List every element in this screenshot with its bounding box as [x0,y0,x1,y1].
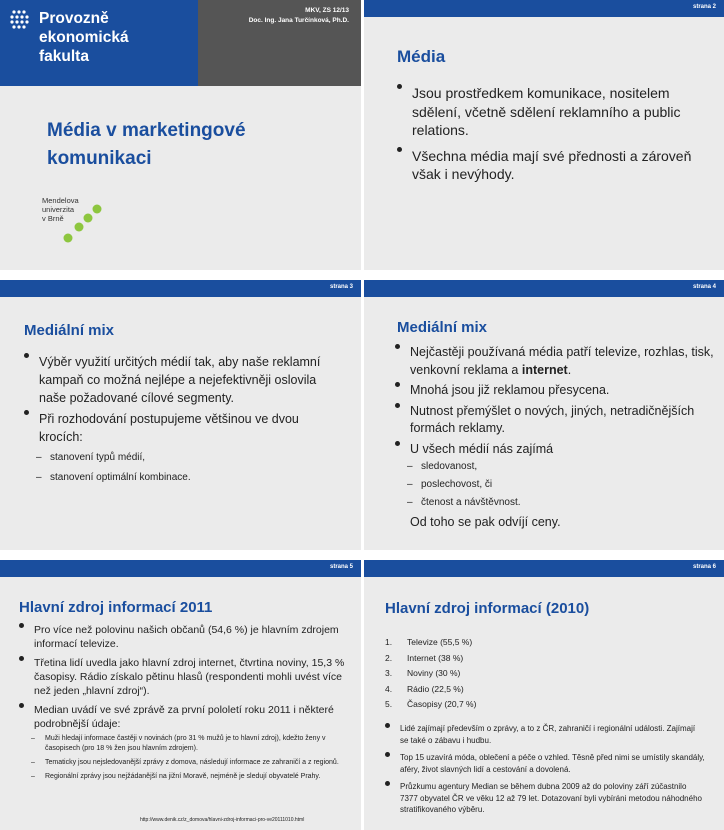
slide-title [0,0,361,270]
page-number: strana 5 [329,564,353,570]
slide-title: Mediální mix [24,322,115,339]
bullet-list [385,723,705,816]
presentation-title-line: komunikaci [47,148,152,169]
slide-info-source-2011 [0,560,361,830]
slide-title: Média [397,47,446,66]
slide-title: Mediální mix [397,319,488,336]
bullet-item: Průzkumu agentury Median se během dubna 2009 až do poloviny září zúčastnilo 7377 obyvatel ČR ve věku 12 až 79 let. Dotazovaní byli vybíráni metodou náhodného stratifikovaného výběru. [385,781,705,816]
bullet-continuation: Od toho se pak odvíjí ceny. [410,515,561,529]
sub-bullet-item: – stanovení typů médií, [24,448,334,468]
list-text: Noviny (30 %) [407,668,461,678]
list-number: 3. [385,668,393,678]
list-text: Televize (55,5 %) [407,637,473,647]
slide-title: Hlavní zdroj informací 2011 [19,599,213,616]
slide-title: Hlavní zdroj informací (2010) [385,600,590,617]
bullet-item: Pro více než polovinu našich občanů (54,6 %) je hlavním zdrojem informací televize. [19,623,349,651]
university-name-line: v Brně [42,214,64,223]
faculty-name-line: Provozně [39,10,109,27]
faculty-name-line: ekonomická [39,29,129,46]
ranked-list-item [385,651,476,667]
list-text: Rádio (22,5 %) [407,683,464,694]
slide-media-mix-2 [364,280,724,550]
university-name-line: Mendelova [42,196,79,205]
source-url: http://www.denik.cz/z_domova/hlavni-zdroj-informaci-pro-ve20111010.html [140,817,305,823]
sub-bullet-item: – poslechovost, či [395,476,715,494]
list-text: Časopisy (20,7 %) [407,699,477,709]
slide-header-band [364,0,724,17]
ranked-list-item [385,666,476,682]
ranked-list-item [385,682,476,698]
list-number: 1. [385,637,393,647]
faculty-name-line: fakulta [39,48,89,65]
presentation-title-line: Média v marketingové [47,120,246,141]
sub-bullet-item: – Muži hledají informace častěji v novinách (pro 31 % mužů je to hlavní zdroj), kdežto ženy v časopisech (pro 18 % žen jsou hlavním zdrojem). [19,734,349,754]
bullet-item: Všechna média mají své přednosti a zároveň však i nevýhody. [397,147,713,184]
bullet-item: Median uvádí ve své zprávě za první pololetí roku 2011 i některé podrobnější údaje: [19,703,349,731]
bullet-list [24,353,334,488]
sub-bullet-item: – Regionální zprávy jsou nejžádanější na jižní Moravě, nejméně je sledují obyvatelé Prahy. [19,772,349,782]
ranked-list-item [385,697,476,713]
bullet-item: Při rozhodování postupujeme většinou ve dvou krocích: [24,410,334,446]
presentation-title [47,117,246,173]
sub-bullet-item: – sledovanost, [395,458,715,476]
bullet-list [395,344,715,532]
slide-media [364,0,724,270]
list-number: 5. [385,699,393,709]
bullet-item: Třetina lidí uvedla jako hlavní zdroj internet, čtvrtina noviny, 15,3 % časopisy. Rádio získalo pětinu hlasů (respondenti mohli uvést více než jeden „hlavní zdroj“). [19,656,349,698]
slide-header-band [0,280,361,297]
slide-header-band [364,280,724,297]
university-name-line: univerzita [42,205,75,214]
bullet-text-bold: internet [521,362,568,377]
faculty-logo-icon [8,8,32,32]
list-number: 2. [385,652,393,663]
slide-media-mix [0,280,361,550]
sub-bullet-item: – Tematicky jsou nejsledovanější zprávy z domova, následují informace ze zahraničí a z regionů. [19,758,349,768]
bullet-list [19,623,349,782]
bullet-item: Lidé zajímají především o zprávy, a to z ČR, zahraničí i regionální události. Zajímají se také o zábavu i hudbu. [385,723,705,746]
bullet-list [397,84,713,184]
sub-bullet-item: – stanovení optimální kombinace. [24,468,334,488]
bullet-item: Jsou prostředkem komunikace, nositelem sdělení, včetně sdělení reklamního a public relations. [397,84,713,140]
page-number: strana 3 [329,284,353,290]
faculty-name [39,9,129,66]
ranked-list [385,635,476,713]
sub-bullet-item: – čtenost a návštěvnost. [395,494,715,512]
slide-info-source-2010 [364,560,724,830]
list-number: 4. [385,683,393,694]
bullet-item: Výběr využití určitých médií tak, aby naše reklamní kampaň co možná nejlépe a nejefektivněji oslovila naše požadované cílové segmenty. [24,353,334,407]
bullet-item: Nutnost přemýšlet o nových, jiných, netradičnějších formách reklamy. [395,403,715,438]
author-name: Doc. Ing. Jana Turčínková, Ph.D. [248,17,349,24]
page-number: strana 6 [692,564,716,570]
bullet-item: Top 15 uzavírá móda, oblečení a péče o vzhled. Těsně před nimi se umístily skandály, aféry, život slavných lidí a cestování a dovolená. [385,752,705,775]
page-number: strana 2 [692,4,716,10]
page-number: strana 4 [692,284,716,290]
course-code: MKV, ZS 12/13 [305,7,349,14]
ranked-list-item [385,635,476,651]
list-text: Internet (38 %) [407,652,464,663]
slide-header-band [0,560,361,577]
bullet-item: Mnohá jsou již reklamou přesycena. [395,382,715,400]
slide-header-band [364,560,724,577]
bullet-item: U všech médií nás zajímá [395,441,715,459]
bullet-item [395,344,715,379]
university-logo-icon [58,198,108,248]
bullet-text: Nejčastěji používaná média patří televize, rozhlas, tisk, venkovní reklama a [410,345,714,377]
bullet-text: . [567,362,572,377]
